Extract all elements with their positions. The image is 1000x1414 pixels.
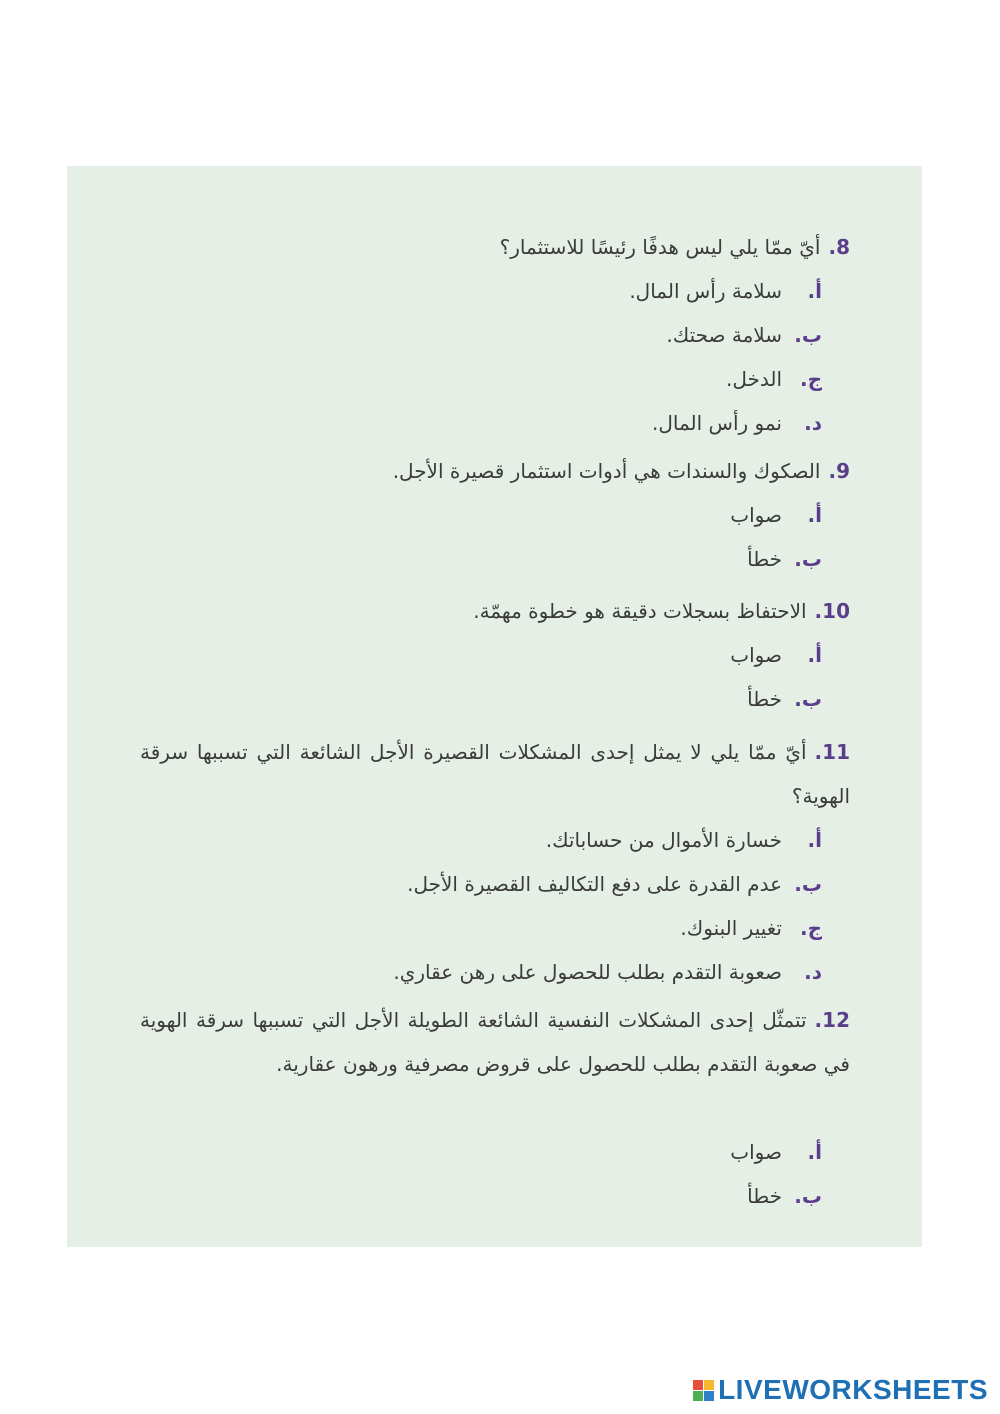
option-text: سلامة رأس المال. (629, 279, 782, 303)
question-number: 12. (814, 1008, 850, 1032)
option-text: تغيير البنوك. (680, 916, 782, 940)
option-letter: ب. (794, 547, 822, 571)
question-text: الاحتفاظ بسجلات دقيقة هو خطوة مهمّة. (473, 599, 807, 623)
option-text: خطأ (747, 547, 782, 571)
logo-block (704, 1380, 714, 1390)
question-12 (140, 998, 850, 1086)
option-11c[interactable] (680, 906, 822, 950)
option-9a[interactable] (730, 493, 822, 537)
option-10b[interactable] (747, 677, 822, 721)
option-letter: أ. (807, 828, 822, 852)
option-text: صواب (730, 643, 782, 667)
option-11b[interactable] (407, 862, 822, 906)
option-12b[interactable] (747, 1174, 822, 1218)
option-letter: أ. (807, 503, 822, 527)
option-letter: أ. (807, 1140, 822, 1164)
option-11d[interactable] (393, 950, 822, 994)
option-text: نمو رأس المال. (652, 411, 782, 435)
option-8b[interactable] (666, 313, 822, 357)
question-8 (150, 225, 850, 269)
option-letter: ب. (794, 687, 822, 711)
option-letter: ج. (799, 367, 822, 391)
option-8c[interactable] (726, 357, 822, 401)
option-letter: ب. (794, 323, 822, 347)
option-text: عدم القدرة على دفع التكاليف القصيرة الأجل. (407, 872, 782, 896)
option-letter: أ. (807, 279, 822, 303)
question-text: أيّ ممّا يلي ليس هدفًا رئيسًا للاستثمار؟ (499, 235, 821, 259)
logo-block (693, 1391, 703, 1401)
option-letter: د. (804, 960, 822, 984)
option-letter: ب. (794, 1184, 822, 1208)
liveworksheets-logo-icon (693, 1380, 714, 1401)
option-11a[interactable] (546, 818, 822, 862)
logo-block (704, 1391, 714, 1401)
option-text: خطأ (747, 687, 782, 711)
option-8a[interactable] (629, 269, 822, 313)
option-letter: ب. (794, 872, 822, 896)
question-9 (150, 449, 850, 493)
question-11 (140, 730, 850, 818)
question-text: تتمثّل إحدى المشكلات النفسية الشائعة الطويلة الأجل التي تسببها سرقة الهوية في صعوبة التقدم بطلب للحصول على قروض مصرفية ورهون عقارية. (140, 1008, 850, 1076)
liveworksheets-footer (693, 1374, 988, 1406)
question-number: 11. (814, 740, 850, 764)
option-letter: ج. (799, 916, 822, 940)
option-10a[interactable] (730, 633, 822, 677)
question-text: أيّ ممّا يلي لا يمثل إحدى المشكلات القصيرة الأجل الشائعة التي تسببها سرقة الهوية؟ (140, 740, 850, 808)
option-letter: أ. (807, 643, 822, 667)
option-9b[interactable] (747, 537, 822, 581)
option-text: الدخل. (725, 367, 782, 391)
option-12a[interactable] (730, 1130, 822, 1174)
logo-block (693, 1380, 703, 1390)
question-number: 9. (828, 459, 850, 483)
option-8d[interactable] (652, 401, 822, 445)
question-text: الصكوك والسندات هي أدوات استثمار قصيرة الأجل. (392, 459, 821, 483)
option-text: سلامة صحتك. (666, 323, 782, 347)
option-text: صواب (730, 1140, 782, 1164)
question-number: 10. (814, 599, 850, 623)
brand-name: LIVEWORKSHEETS (718, 1374, 988, 1405)
question-10 (150, 589, 850, 633)
option-text: خسارة الأموال من حساباتك. (545, 828, 782, 852)
question-number: 8. (828, 235, 850, 259)
option-letter: د. (804, 411, 822, 435)
option-text: صواب (730, 503, 782, 527)
option-text: صعوبة التقدم بطلب للحصول على رهن عقاري. (393, 960, 782, 984)
option-text: خطأ (747, 1184, 782, 1208)
